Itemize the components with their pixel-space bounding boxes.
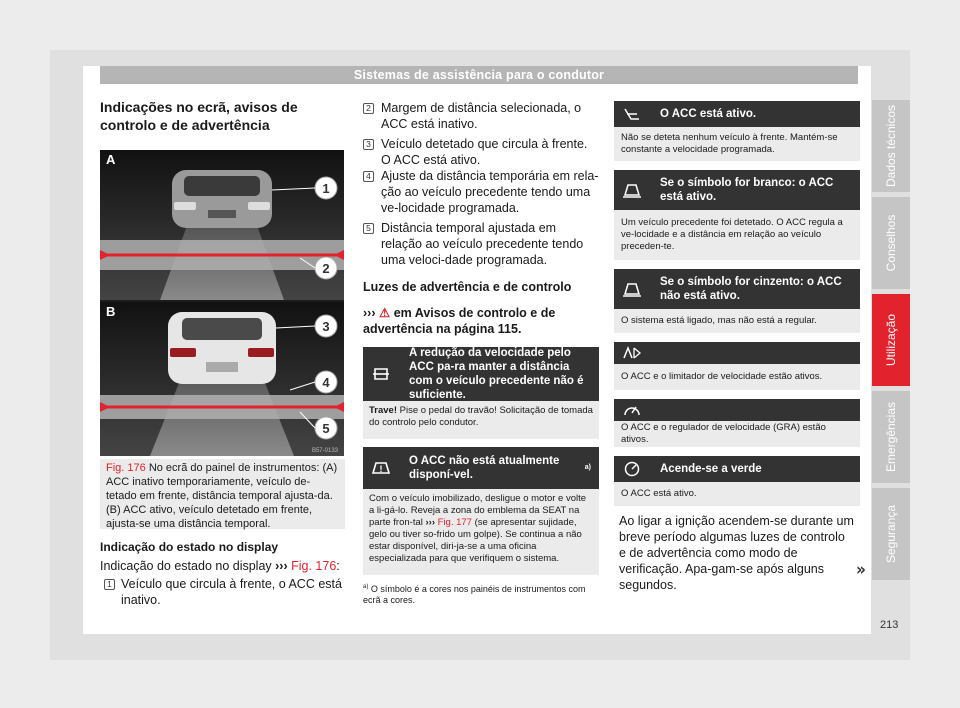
warning-box-1-body: Trave! Pise o pedal do travão! Solicitação de tomada do controlo pelo condutor.	[363, 401, 599, 439]
panel-a-label: A	[106, 152, 116, 167]
callout-4: 4	[322, 375, 330, 390]
panel-a-car	[172, 170, 272, 228]
display-status-heading: Indicação do estado no display	[100, 540, 279, 554]
figure-code: B57-0133	[311, 448, 338, 454]
chapter-header: Sistemas de assistência para o condutor	[100, 66, 858, 84]
indicator-2-body: Um veículo precedente foi detetado. O ACC regula a ve-locidade e a distância em relação ao veículo preceden-te.	[614, 210, 860, 260]
list-item-2: Margem de distância selecionada, o ACC está inativo.	[381, 101, 582, 131]
indicator-4-body: O ACC e o limitador de velocidade estão ativos.	[614, 364, 860, 390]
indicator-4-header	[614, 342, 860, 364]
list-item-4: Ajuste da distância temporária em rela-ção ao veículo precedente tendo uma ve-locidade programada.	[381, 169, 599, 215]
warning-box-2-header: ! O ACC não está atualmente disponí-vel. a)	[363, 447, 599, 489]
tab-utilizacao[interactable]: Utilização	[872, 294, 910, 386]
svg-text:!: !	[379, 464, 383, 474]
indicator-5-body: O ACC e o regulador de velocidade (GRA) estão ativos.	[614, 421, 860, 447]
fig-176-link[interactable]: Fig. 176	[291, 559, 337, 573]
list-item-1: Veículo que circula à frente, o ACC está inativo.	[121, 577, 342, 607]
indicator-6-header: Acende-se a verde	[614, 456, 860, 482]
acc-vehicle-grey-icon	[614, 269, 650, 309]
indicator-1-header: O ACC está ativo.	[614, 101, 860, 127]
callout-3: 3	[322, 319, 330, 334]
warning-lights-reference[interactable]: ››› ⚠ em Avisos de controlo e de advertência na página 115.	[363, 306, 556, 336]
figure-caption	[100, 459, 345, 529]
continue-mark: »	[856, 560, 866, 580]
warning-triangle-icon: ⚠	[378, 306, 391, 320]
figure-176	[100, 150, 344, 456]
list-item-3: Veículo detetado que circula à frente. O ACC está ativo.	[381, 137, 588, 167]
caption-text: No ecrã do painel de instrumentos: (A) ACC inativo temporariamente, veículo de-tetado em frente, distância temporal ajusta-da. (B) ACC ativo, veículo detetado em frente, ajusta-se uma distância temporal.	[106, 462, 338, 530]
fig-177-link[interactable]: Fig. 177	[437, 517, 472, 528]
caption-ref: Fig. 176	[106, 462, 146, 474]
list-item-5: Distância temporal ajustada em relação ao veículo precedente tendo uma veloci-dade programada.	[381, 221, 584, 267]
acc-green-icon	[614, 456, 650, 482]
callout-1: 1	[322, 181, 330, 196]
indicator-5-header	[614, 399, 860, 421]
acc-cruise-icon	[614, 399, 650, 421]
acc-unavailable-icon	[363, 447, 399, 489]
acc-vehicle-white-icon	[614, 170, 650, 210]
acc-limiter-icon	[614, 342, 650, 364]
warning-lights-heading: Luzes de advertência e de controlo	[363, 280, 572, 294]
section-title: Indicações no ecrã, avisos de controlo e de advertência	[100, 99, 298, 133]
item-number-5: 5	[363, 223, 374, 234]
item-number-1: 1	[104, 579, 115, 590]
indicator-6-body: O ACC está ativo.	[614, 482, 860, 506]
warning-box-1-header: A redução da velocidade pelo ACC pa-ra manter a distância com o veículo precedente não é suficiente.	[363, 347, 599, 401]
panel-b-label: B	[106, 304, 116, 319]
indicator-3-body: O sistema está ligado, mas não está a regular.	[614, 309, 860, 333]
tab-seguranca[interactable]: Segurança	[872, 488, 910, 580]
tab-conselhos[interactable]: Conselhos	[872, 197, 910, 289]
item-number-3: 3	[363, 139, 374, 150]
indicator-2-header: Se o símbolo for branco: o ACC está ativo.	[614, 170, 860, 210]
warning-box-2-body: Com o veículo imobilizado, desligue o motor e volte a li-gá-lo. Reveja a zona do emblema da SEAT na parte fron-tal ››› Fig. 177 (se apresentar sujidade, gelo ou tiver so-frido um golpe). Se continua a não estar disponível, diri-ja-se a uma oficina especializada para que verifiquem o sistema.	[363, 489, 599, 575]
item-number-4: 4	[363, 171, 374, 182]
panel-b-car	[168, 312, 276, 384]
tab-emergencias[interactable]: Emergências	[872, 391, 910, 483]
item-number-2: 2	[363, 103, 374, 114]
indicator-1-body: Não se deteta nenhum veículo à frente. Mantém-se constante a velocidade programada.	[614, 127, 860, 161]
tab-dados-tecnicos[interactable]: Dados técnicos	[872, 100, 910, 192]
footnote: $^{a)}$ O símbolo é a cores nos painéis de instrumentos com ecrã a cores.	[363, 584, 586, 605]
display-status-intro: Indicação do estado no display ››› Fig. 176:	[100, 559, 340, 573]
closing-paragraph: Ao ligar a ignição acendem-se durante um breve período algumas luzes de controlo e de advertência como modo de verificação. Apa-gam-se após alguns segundos.	[619, 514, 854, 592]
callout-5: 5	[322, 421, 330, 436]
page-number: 213	[880, 619, 899, 631]
acc-reduction-icon	[363, 347, 399, 401]
acc-active-icon	[614, 101, 650, 127]
callout-2: 2	[322, 261, 330, 276]
indicator-3-header: Se o símbolo for cinzento: o ACC não está ativo.	[614, 269, 860, 309]
